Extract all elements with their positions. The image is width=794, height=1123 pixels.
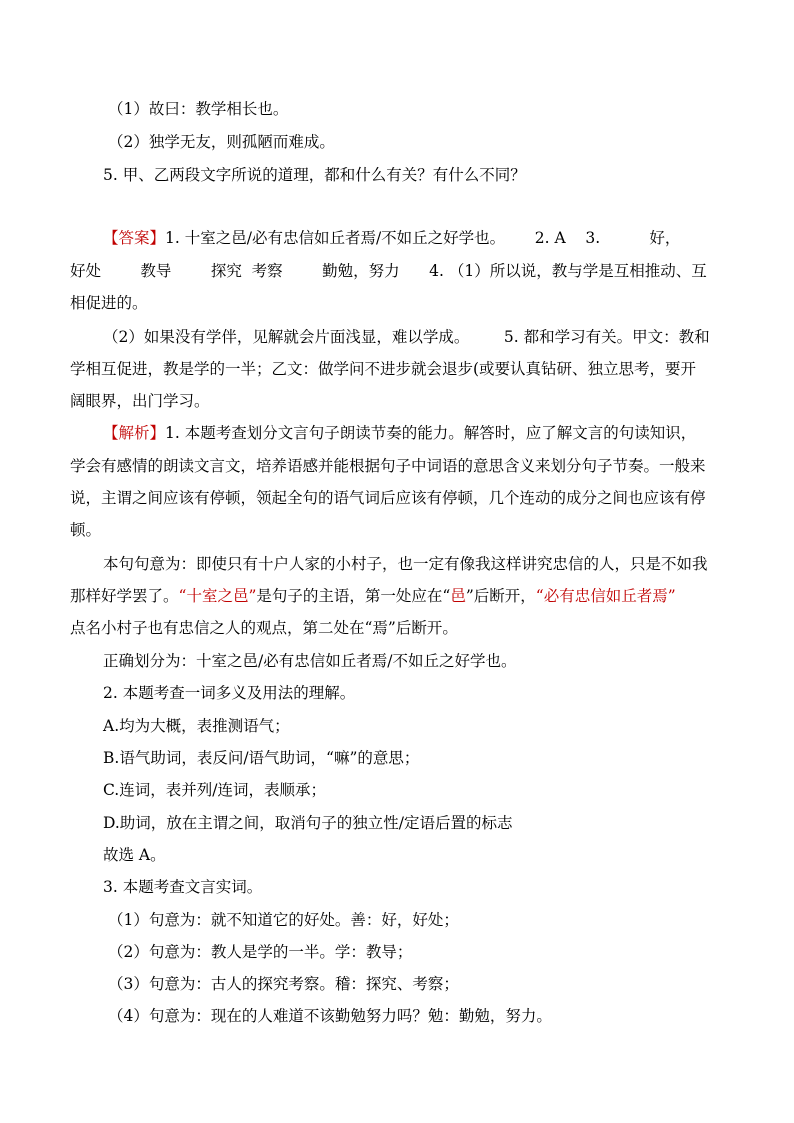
q3-item-3: （3）句意为：古人的探究考察。稽：探究、考察；	[108, 975, 459, 993]
analysis-line-3: 说，主谓之间应该有停顿，领起全句的语气词后应该有停顿，几个连动的成分之间也应该有停	[70, 489, 706, 507]
analysis-line-2: 学会有感情的朗读文言文，培养语感并能根据句子中词语的意思含义来划分句子节奏。一般来	[70, 457, 706, 475]
question-5: 5. 甲、乙两段文字所说的道理，都和什么有关？有什么不同？	[103, 166, 526, 184]
p2-text-a: 那样好学罢了。	[70, 587, 179, 605]
q2-option-d: D.助词，放在主谓之间，取消句子的独立性/定语后置的标志	[103, 814, 513, 832]
highlight-yi: 邑	[450, 587, 466, 605]
analysis-p2-line-3: 点名小村子也有忠信之人的观点，第二处在“焉”后断开。	[70, 619, 458, 637]
highlight-subject: “十室之邑”	[178, 587, 257, 605]
question-4-item-1: （1）故曰：教学相长也。	[108, 100, 289, 118]
question-4-item-2: （2）独学无友，则孤陋而难成。	[108, 133, 335, 151]
answer-tag: 【答案】	[103, 229, 166, 247]
q2-option-a: A.均为大概，表推测语气；	[103, 717, 290, 735]
highlight-phrase: “必有忠信如丘者焉”	[535, 587, 676, 605]
analysis-p2-line-1: 本句句意为：即使只有十户人家的小村子，也一定有像我这样讲究忠信的人，只是不如我	[103, 555, 708, 573]
q3-item-1: （1）句意为：就不知道它的好处。善：好，好处；	[108, 911, 459, 929]
analysis-line-1	[103, 423, 696, 443]
answer-line-4: （2）如果没有学伴，见解就会片面浅显，难以学成。 5. 都和学习有关。甲文：教和	[103, 328, 710, 346]
answer-line-2: 好处 教导 探究 考察 勤勉，努力 4. （1）所以说，教与学是互相推动、互	[70, 262, 707, 280]
analysis-text-1: 1. 本题考查划分文言句子朗读节奏的能力。解答时，应了解文言的句读知识，	[165, 424, 697, 442]
answer-line-5: 学相互促进，教是学的一半；乙文：做学问不进步就会退步(或要认真钻研、独立思考，要开	[70, 360, 697, 378]
p2-text-c: ”后断开，	[465, 587, 536, 605]
analysis-p2-line-2	[70, 586, 676, 606]
q2-choice: 故选 A。	[103, 846, 166, 864]
answer-line-3: 相促进的。	[70, 294, 148, 312]
q2-option-c: C.连词，表并列/连词，表顺承；	[103, 781, 326, 799]
p2-text-b: 是句子的主语，第一处应在“	[256, 587, 451, 605]
q3-heading: 3. 本题考查文言实词。	[103, 878, 263, 896]
answer-line-1	[103, 228, 680, 248]
analysis-line-4: 顿。	[70, 521, 102, 539]
q3-item-2: （2）句意为：教人是学的一半。学：教导；	[108, 943, 413, 961]
q3-item-4: （4）句意为：现在的人难道不该勤勉努力吗？勉：勤勉，努力。	[108, 1007, 552, 1025]
answer-text-1: 1. 十室之邑/必有忠信如丘者焉/不如丘之好学也。 2. A 3. 好，	[165, 229, 681, 247]
answer-line-6: 阔眼界，出门学习。	[70, 392, 210, 410]
correct-division: 正确划分为：十室之邑/必有忠信如丘者焉/不如丘之好学也。	[103, 652, 517, 670]
q2-heading: 2. 本题考查一词多义及用法的理解。	[103, 684, 356, 702]
analysis-tag: 【解析】	[103, 424, 166, 442]
q2-option-b: B.语气助词，表反问/语气助词，“嘛”的意思；	[103, 749, 420, 767]
